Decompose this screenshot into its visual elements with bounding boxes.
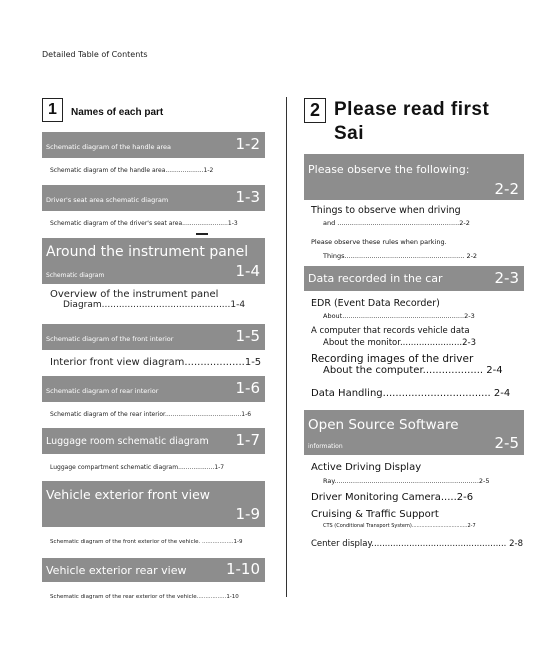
- leader-dots: ...................: [178, 464, 215, 471]
- entry-page: 1-10: [226, 594, 239, 600]
- leader-dots: .............................................: [101, 300, 231, 310]
- entry-text: Luggage compartment schematic diagram: [50, 464, 179, 471]
- leader-dots: ...................: [184, 357, 245, 368]
- entry-text: Data Handling: [311, 388, 383, 399]
- entry-text: Schematic diagram of the rear exterior of the vehicle: [50, 594, 197, 600]
- leader-dots: ..................................................: [371, 539, 510, 549]
- entry-text: Interior front view diagram: [50, 357, 185, 368]
- toc-entry[interactable]: [42, 402, 265, 428]
- entry-text: A computer that records vehicle data: [311, 326, 470, 336]
- entry-page: 1-4: [230, 300, 246, 310]
- bar-page: 1-5: [235, 327, 260, 345]
- toc-bar-observe[interactable]: [304, 154, 524, 200]
- leader-dots: ........................: [182, 220, 228, 227]
- section-title: Names of each part: [71, 107, 164, 118]
- section-1-heading: [42, 98, 265, 132]
- bar-page: 1-3: [235, 188, 260, 206]
- bar-title: Around the instrument panel: [46, 244, 249, 260]
- leader-dots: ...........................................................: [342, 312, 465, 320]
- entry-text-cont: About: [323, 312, 343, 320]
- bar-subtitle: Schematic diagram: [46, 272, 105, 279]
- entry-text-cont: CTS (Conditional Transport System): [323, 523, 412, 529]
- entry-page: 2-5: [478, 477, 490, 485]
- toc-entry[interactable]: [304, 492, 524, 509]
- bar-page: 1-9: [235, 505, 260, 523]
- bar-title: Schematic diagram of the front interior: [46, 335, 174, 343]
- leader-dots: .....: [440, 492, 457, 503]
- leader-dots: .................: [196, 594, 227, 600]
- toc-entry[interactable]: [42, 158, 265, 185]
- entry-text-cont: Diagram: [63, 300, 102, 310]
- toc-entry[interactable]: [304, 509, 524, 539]
- bar-title: Please observe the following:: [308, 163, 470, 176]
- section-title-line1: Please read first: [334, 99, 490, 120]
- entry-text: Center display: [311, 539, 372, 549]
- section-2: [304, 98, 524, 557]
- leader-dots: ..................: [200, 539, 234, 545]
- bar-page: 2-2: [494, 180, 519, 198]
- toc-bar-exterior-rear[interactable]: [42, 558, 265, 582]
- bar-page: 1-10: [225, 560, 260, 578]
- section-2-heading: [304, 98, 524, 154]
- entry-page: 1-5: [244, 357, 262, 368]
- entry-page: 2-8: [509, 539, 523, 549]
- toc-bar-open-source[interactable]: [304, 410, 524, 455]
- entry-text: EDR (Event Data Recorder): [311, 298, 440, 309]
- entry-page: 2-6: [456, 492, 474, 503]
- bar-page: 1-2: [235, 135, 260, 153]
- entry-text-cont: About the monitor: [323, 338, 400, 348]
- bar-page: 1-6: [235, 379, 260, 397]
- leader-dots: ..........................................................: [344, 252, 467, 260]
- toc-bar-data-recorded[interactable]: [304, 266, 524, 291]
- entry-text: Cruising & Traffic Support: [311, 509, 439, 520]
- entry-text: Schematic diagram of the handle area: [50, 167, 166, 174]
- section-title: [334, 98, 489, 154]
- entry-page: 1-3: [227, 220, 238, 227]
- toc-bar-luggage-room[interactable]: [42, 428, 265, 454]
- toc-bar-drivers-seat[interactable]: [42, 185, 265, 211]
- entry-page: 2-2: [466, 252, 478, 260]
- toc-bar-rear-interior[interactable]: [42, 376, 265, 402]
- entry-text-cont: and: [323, 219, 336, 227]
- entry-text: Overview of the instrument panel: [50, 289, 219, 300]
- toc-bar-front-interior[interactable]: [42, 324, 265, 350]
- toc-entry[interactable]: [304, 385, 524, 410]
- entry-page: 1-6: [241, 411, 252, 418]
- toc-entry[interactable]: [42, 454, 265, 481]
- toc-entry[interactable]: [42, 527, 265, 558]
- bar-page: 2-5: [494, 434, 519, 452]
- section-number: 1: [42, 98, 63, 122]
- bar-subtitle: information: [308, 443, 343, 450]
- leader-dots: ........................................: [164, 411, 242, 418]
- section-number: 2: [304, 98, 326, 123]
- leader-dots: ...........................................................: [335, 219, 460, 227]
- entry-text-cont: Things: [323, 252, 345, 260]
- entry-text: Driver Monitoring Camera: [311, 492, 441, 503]
- toc-entry[interactable]: [42, 284, 265, 324]
- bar-title: Data recorded in the car: [308, 272, 443, 285]
- entry-page: 2-3: [464, 312, 475, 320]
- entry-text-cont: Ray: [323, 477, 335, 485]
- leader-dots: ...................................: [411, 523, 468, 529]
- toc-bar-exterior-front[interactable]: [42, 481, 265, 527]
- entry-page: 2-2: [459, 219, 470, 227]
- entry-text: Active Driving Display: [311, 462, 422, 473]
- bar-title: Open Source Software: [308, 417, 459, 433]
- entry-page: 1-7: [214, 464, 225, 471]
- entry-text: Schematic diagram of the driver's seat area: [50, 220, 183, 227]
- section-1: [42, 98, 265, 612]
- toc-entry[interactable]: [304, 232, 524, 266]
- toc-entry[interactable]: [304, 455, 524, 492]
- entry-page: 2-4: [486, 365, 503, 376]
- entry-page: 2-4: [493, 388, 511, 399]
- bar-title: Driver's seat area schematic diagram: [46, 196, 169, 204]
- leader-dots: .......................: [399, 338, 463, 348]
- entry-text: Schematic diagram of the front exterior of the vehicle.: [50, 539, 201, 545]
- entry-text: Please observe these rules when parking.: [311, 238, 447, 246]
- bar-title: Vehicle exterior rear view: [46, 564, 187, 577]
- bar-title: Schematic diagram of rear interior: [46, 387, 159, 395]
- leader-dots: ...................: [422, 365, 487, 376]
- entry-page: 2-3: [462, 338, 477, 348]
- entry-page: 1-2: [203, 167, 214, 174]
- leader-dots: ....................: [165, 167, 204, 174]
- toc-entry[interactable]: [304, 353, 524, 385]
- entry-text: Things to observe when driving: [311, 205, 461, 216]
- entry-page: 1-9: [233, 539, 243, 545]
- toc-bar-handle[interactable]: [42, 132, 265, 158]
- entry-text: Recording images of the driver: [311, 353, 474, 365]
- section-title-line2: Sai: [334, 123, 365, 144]
- toc-entry[interactable]: [304, 539, 524, 557]
- bar-page: 1-7: [235, 431, 260, 449]
- entry-text: Schematic diagram of the rear interior: [50, 411, 165, 418]
- toc-entry[interactable]: [42, 211, 265, 238]
- column-divider: [286, 97, 287, 597]
- bar-title: Vehicle exterior front view: [46, 487, 211, 502]
- toc-entry[interactable]: [304, 200, 524, 232]
- entry-page: 2-7: [467, 523, 476, 529]
- page-header: Detailed Table of Contents: [42, 50, 148, 59]
- toc-entry[interactable]: [304, 291, 524, 322]
- toc-bar-instrument-panel[interactable]: [42, 238, 265, 284]
- toc-entry[interactable]: [42, 582, 265, 612]
- bar-page: 1-4: [235, 262, 260, 280]
- entry-text-cont: About the computer: [323, 365, 423, 376]
- bar-title: Luggage room schematic diagram: [46, 436, 209, 447]
- leader-dots: ..................................: [382, 388, 494, 399]
- mark-dash: [196, 233, 208, 235]
- bar-title: Schematic diagram of the handle area: [46, 143, 172, 151]
- bar-page: 2-3: [494, 269, 519, 287]
- toc-entry[interactable]: [42, 350, 265, 376]
- toc-entry[interactable]: [304, 322, 524, 353]
- leader-dots: ......................................................................: [334, 477, 479, 485]
